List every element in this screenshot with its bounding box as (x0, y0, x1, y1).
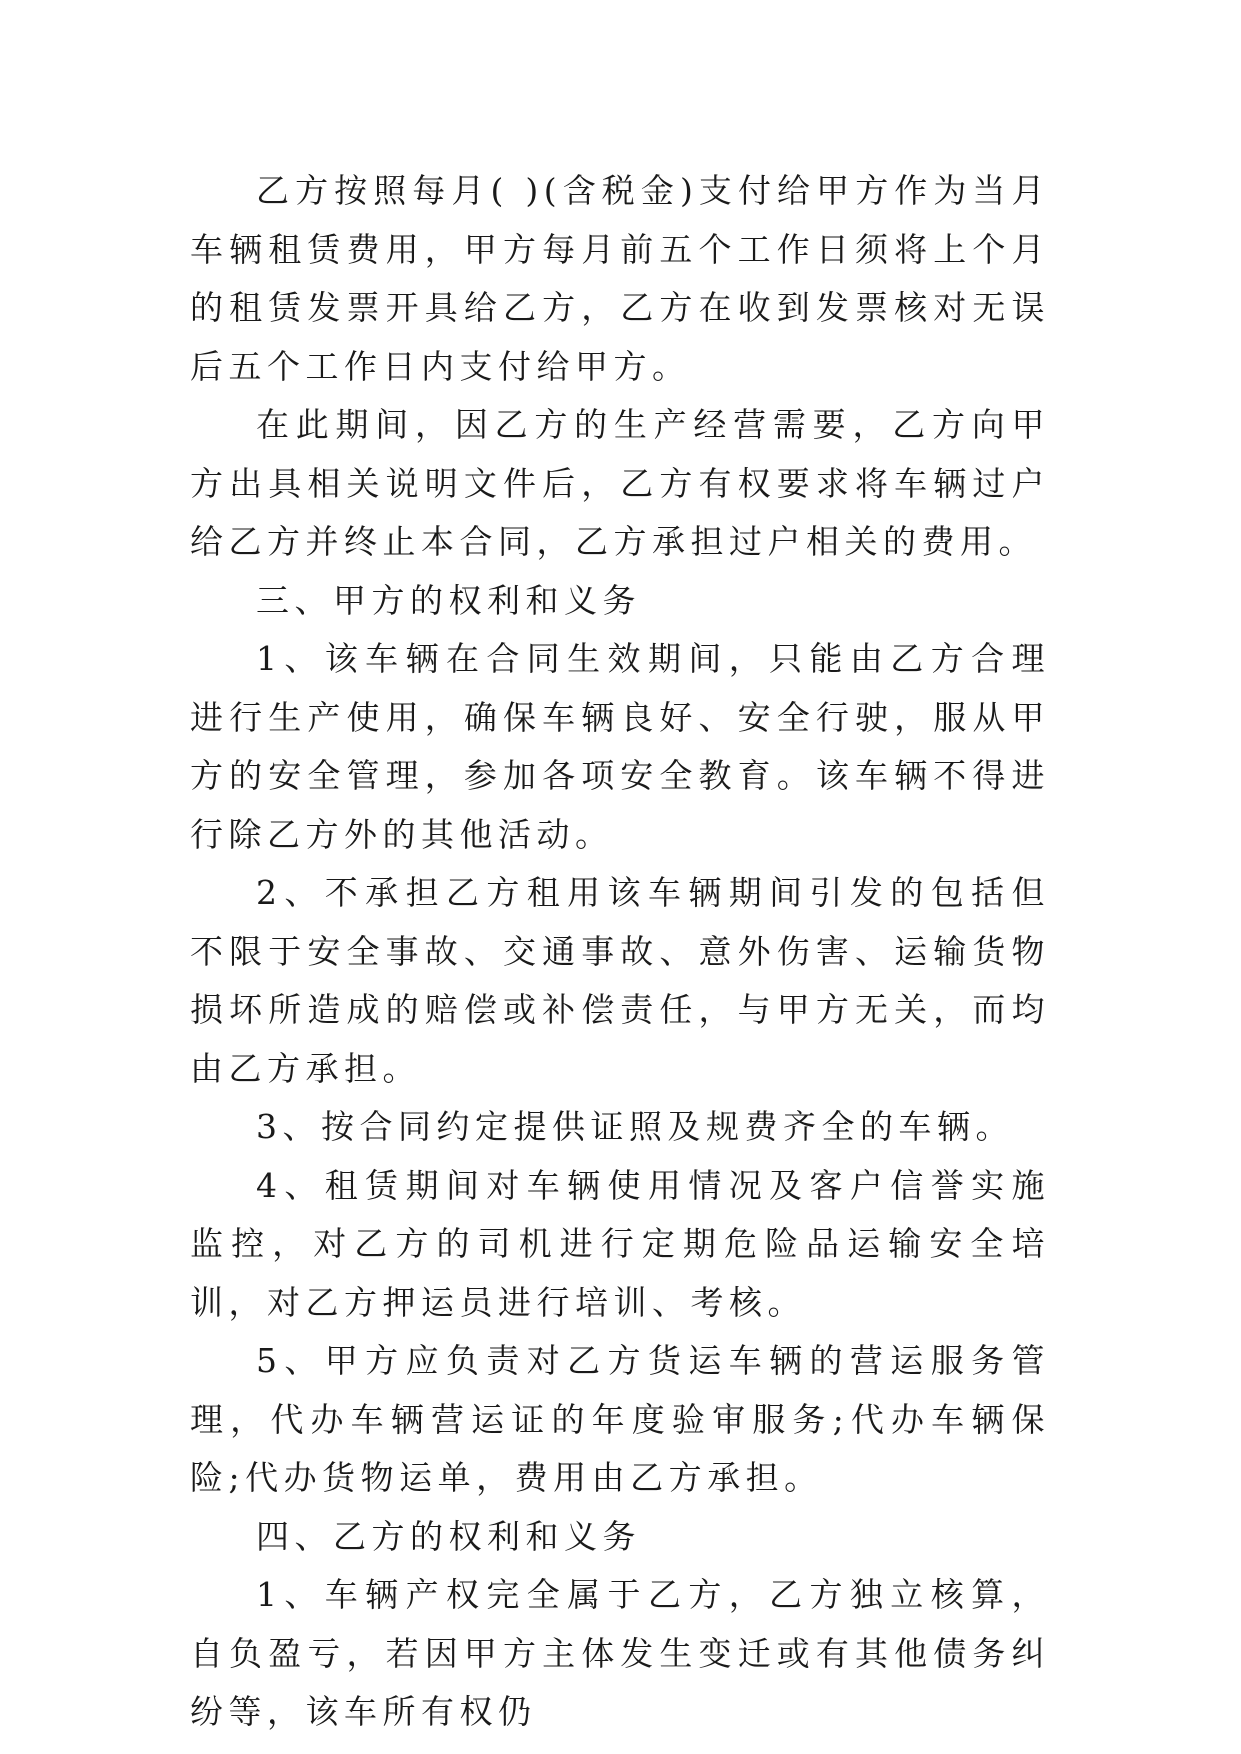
paragraph-party-a-item-5: 5、甲方应负责对乙方货运车辆的营运服务管理，代办车辆营运证的年度验审服务;代办车辆保险;代办货物运单，费用由乙方承担。 (190, 1341, 1050, 1497)
section-heading-party-a: 三、甲方的权利和义务 (256, 580, 641, 620)
paragraph-party-a-item-3: 3、按合同约定提供证照及规费齐全的车辆。 (256, 1107, 1014, 1146)
section-heading-party-b: 四、乙方的权利和义务 (256, 1516, 641, 1556)
paragraph-party-a-item-2: 2、不承担乙方租用该车辆期间引发的包括但不限于安全事故、交通事故、意外伤害、运输货物损坏所造成的赔偿或补偿责任，与甲方无关，而均由乙方承担。 (190, 873, 1050, 1088)
paragraph-transfer-terms: 在此期间，因乙方的生产经营需要，乙方向甲方出具相关说明文件后，乙方有权要求将车辆过户给乙方并终止本合同，乙方承担过户相关的费用。 (190, 405, 1050, 561)
paragraph-party-a-item-4: 4、租赁期间对车辆使用情况及客户信誉实施监控，对乙方的司机进行定期危险品运输安全培训，对乙方押运员进行培训、考核。 (190, 1165, 1050, 1322)
paragraph-party-b-item-1: 1、车辆产权完全属于乙方，乙方独立核算，自负盈亏，若因甲方主体发生变迁或有其他债务纠纷等，该车所有权仍 (190, 1575, 1050, 1731)
document-body (190, 162, 1050, 1742)
paragraph-party-a-item-1: 1、该车辆在合同生效期间，只能由乙方合理进行生产使用，确保车辆良好、安全行驶，服从甲方的安全管理，参加各项安全教育。该车辆不得进行除乙方外的其他活动。 (190, 639, 1050, 854)
paragraph-payment-terms: 乙方按照每月( )(含税金)支付给甲方作为当月车辆租赁费用，甲方每月前五个工作日须将上个月的租赁发票开具给乙方，乙方在收到发票核对无误后五个工作日内支付给甲方。 (190, 171, 1050, 386)
